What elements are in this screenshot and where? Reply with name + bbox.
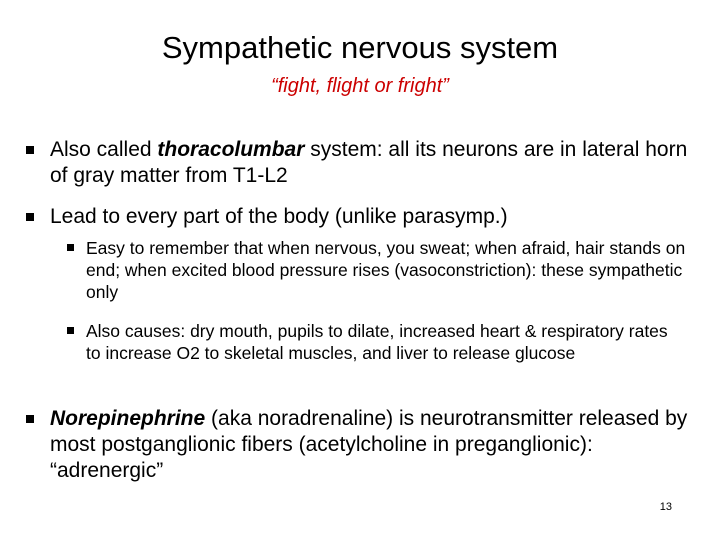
bullet-text: Lead to every part of the body (unlike parasymp.) xyxy=(50,205,508,228)
bullet-text: Norepinephrine (aka noradrenaline) is neurotransmitter released by most postganglionic fibers (acetylcholine in preganglionic): “adrenergic” xyxy=(50,407,688,482)
sub-bullet-easy-to-remember xyxy=(86,237,686,303)
square-bullet-icon xyxy=(26,146,34,154)
square-bullet-icon xyxy=(26,213,34,221)
slide-title: Sympathetic nervous system xyxy=(161,30,559,65)
bullet-text: Also called thoracolumbar system: all its neurons are in lateral horn of gray matter from T1-L2 xyxy=(50,138,688,187)
square-bullet-icon xyxy=(26,415,34,423)
emphasis-term: thoracolumbar xyxy=(157,138,305,161)
sub-bullet-also-causes xyxy=(86,320,686,364)
page-number: 13 xyxy=(659,501,672,513)
bullet-text: Also causes: dry mouth, pupils to dilate, increased heart & respiratory rates to increase O2 to skeletal muscles, and liver to release glucose xyxy=(86,321,668,363)
square-bullet-icon xyxy=(67,327,74,334)
bullet-text: Easy to remember that when nervous, you sweat; when afraid, hair stands on end; when excited blood pressure rises (vasoconstriction): these sympathetic only xyxy=(86,238,686,302)
bullet-lead-to-every-part xyxy=(50,204,700,230)
square-bullet-icon xyxy=(67,244,74,251)
bullet-norepinephrine xyxy=(50,406,700,484)
slide-subtitle: “fight, flight or fright” xyxy=(271,75,449,97)
bullet-thoracolumbar xyxy=(50,137,700,189)
emphasis-term: Norepinephrine xyxy=(50,407,206,430)
